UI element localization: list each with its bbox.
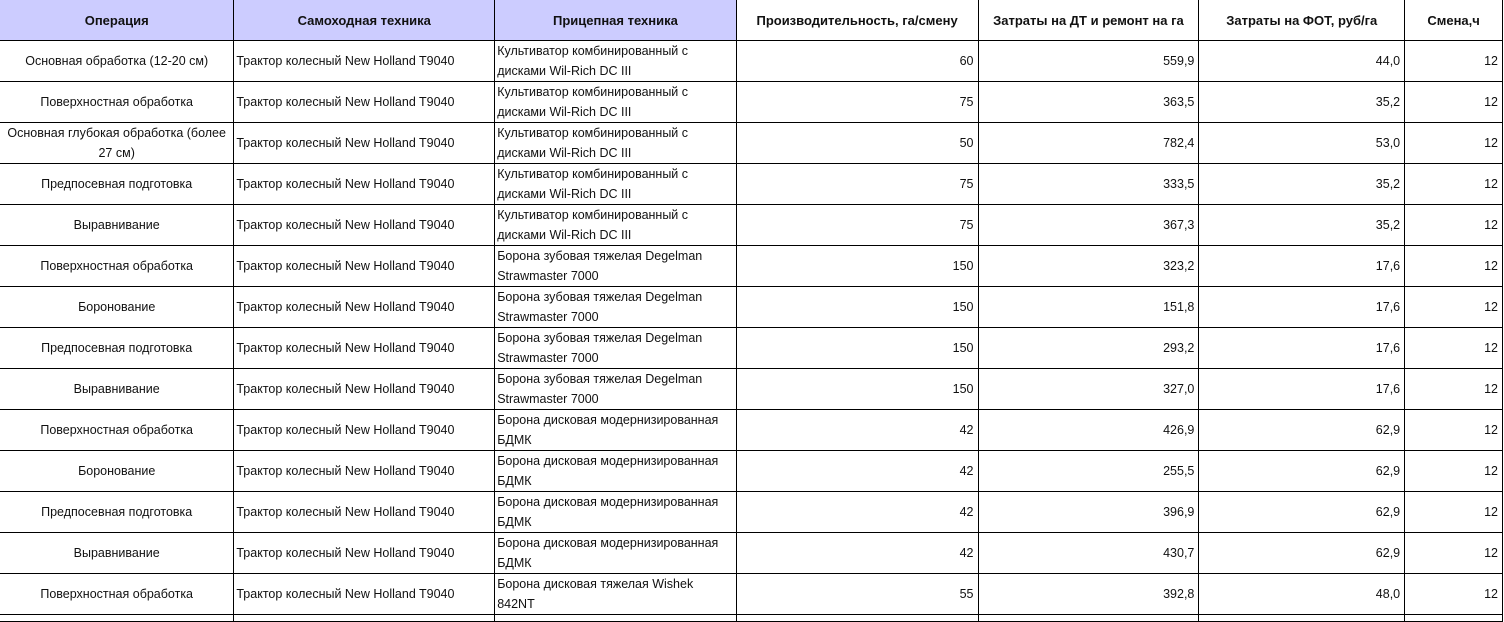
cell-empty[interactable]	[1405, 615, 1503, 622]
cell-productivity[interactable]: 150	[736, 328, 978, 369]
table-row	[0, 123, 1503, 164]
cell-trailed[interactable]: Борона зубовая тяжелая Degelman Strawmaster 7000	[495, 369, 736, 410]
cell-self-propelled[interactable]: Трактор колесный New Holland T9040	[234, 492, 495, 533]
cell-trailed[interactable]: Культиватор комбинированный с дисками Wil-Rich DC III	[495, 164, 736, 205]
cell-empty[interactable]	[234, 615, 495, 622]
cell-payroll-cost[interactable]: 48,0	[1199, 574, 1405, 615]
table-row	[0, 451, 1503, 492]
cell-payroll-cost[interactable]: 17,6	[1199, 246, 1405, 287]
cell-self-propelled[interactable]: Трактор колесный New Holland T9040	[234, 205, 495, 246]
header-productivity[interactable]: Производительность, га/смену	[736, 0, 978, 41]
cell-fuel-repair-cost[interactable]: 327,0	[978, 369, 1199, 410]
cell-shift-hours[interactable]: 12	[1405, 492, 1503, 533]
cell-payroll-cost[interactable]: 62,9	[1199, 410, 1405, 451]
cell-empty[interactable]	[495, 615, 736, 622]
cell-shift-hours[interactable]: 12	[1405, 41, 1503, 82]
header-shift-hours[interactable]: Смена,ч	[1405, 0, 1503, 41]
table-row	[0, 492, 1503, 533]
cell-empty[interactable]	[978, 615, 1199, 622]
cell-fuel-repair-cost[interactable]: 782,4	[978, 123, 1199, 164]
cell-shift-hours[interactable]: 12	[1405, 533, 1503, 574]
cell-self-propelled[interactable]: Трактор колесный New Holland T9040	[234, 369, 495, 410]
cell-shift-hours[interactable]: 12	[1405, 328, 1503, 369]
table-row	[0, 41, 1503, 82]
header-payroll-cost[interactable]: Затраты на ФОТ, руб/га	[1199, 0, 1405, 41]
cell-trailed[interactable]: Борона дисковая тяжелая Wishek 842NT	[495, 574, 736, 615]
cell-trailed[interactable]: Культиватор комбинированный с дисками Wil-Rich DC III	[495, 123, 736, 164]
cell-trailed[interactable]: Борона зубовая тяжелая Degelman Strawmaster 7000	[495, 287, 736, 328]
cell-self-propelled[interactable]: Трактор колесный New Holland T9040	[234, 287, 495, 328]
cell-shift-hours[interactable]: 12	[1405, 287, 1503, 328]
cell-trailed[interactable]: Борона дисковая модернизированная БДМК	[495, 410, 736, 451]
cell-empty[interactable]	[0, 615, 234, 622]
cell-self-propelled[interactable]: Трактор колесный New Holland T9040	[234, 246, 495, 287]
cell-trailed[interactable]: Борона дисковая модернизированная БДМК	[495, 533, 736, 574]
cell-payroll-cost[interactable]: 62,9	[1199, 492, 1405, 533]
cell-operation[interactable]: Основная обработка (12-20 см)	[0, 41, 234, 82]
cell-operation[interactable]: Выравнивание	[0, 533, 234, 574]
cell-payroll-cost[interactable]: 53,0	[1199, 123, 1405, 164]
cell-fuel-repair-cost[interactable]: 363,5	[978, 82, 1199, 123]
cell-fuel-repair-cost[interactable]: 430,7	[978, 533, 1199, 574]
cell-fuel-repair-cost[interactable]: 293,2	[978, 328, 1199, 369]
cell-payroll-cost[interactable]: 35,2	[1199, 164, 1405, 205]
table-row	[0, 410, 1503, 451]
cell-trailed[interactable]: Культиватор комбинированный с дисками Wil-Rich DC III	[495, 82, 736, 123]
cell-payroll-cost[interactable]: 62,9	[1199, 533, 1405, 574]
cell-trailed[interactable]: Культиватор комбинированный с дисками Wil-Rich DC III	[495, 41, 736, 82]
cell-trailed[interactable]: Борона дисковая модернизированная БДМК	[495, 492, 736, 533]
cell-payroll-cost[interactable]: 35,2	[1199, 82, 1405, 123]
cell-operation[interactable]: Поверхностная обработка	[0, 82, 234, 123]
cell-operation[interactable]: Предпосевная подготовка	[0, 164, 234, 205]
table-row	[0, 205, 1503, 246]
cell-productivity[interactable]: 42	[736, 451, 978, 492]
cell-fuel-repair-cost[interactable]: 255,5	[978, 451, 1199, 492]
cell-productivity[interactable]: 55	[736, 574, 978, 615]
cell-trailed[interactable]: Борона зубовая тяжелая Degelman Strawmaster 7000	[495, 246, 736, 287]
header-self-propelled[interactable]: Самоходная техника	[234, 0, 495, 41]
cell-operation[interactable]: Основная глубокая обработка (более 27 см)	[0, 123, 234, 164]
cell-trailed[interactable]: Борона дисковая модернизированная БДМК	[495, 451, 736, 492]
cell-self-propelled[interactable]: Трактор колесный New Holland T9040	[234, 123, 495, 164]
cell-self-propelled[interactable]: Трактор колесный New Holland T9040	[234, 533, 495, 574]
table-row	[0, 164, 1503, 205]
table-row	[0, 533, 1503, 574]
cell-productivity[interactable]: 75	[736, 164, 978, 205]
cell-shift-hours[interactable]: 12	[1405, 246, 1503, 287]
cell-fuel-repair-cost[interactable]: 396,9	[978, 492, 1199, 533]
table-row	[0, 82, 1503, 123]
cell-operation[interactable]: Предпосевная подготовка	[0, 492, 234, 533]
cell-self-propelled[interactable]: Трактор колесный New Holland T9040	[234, 574, 495, 615]
cell-shift-hours[interactable]: 12	[1405, 574, 1503, 615]
cell-productivity[interactable]: 75	[736, 205, 978, 246]
table-row	[0, 246, 1503, 287]
cell-self-propelled[interactable]: Трактор колесный New Holland T9040	[234, 164, 495, 205]
cell-shift-hours[interactable]: 12	[1405, 164, 1503, 205]
cell-productivity[interactable]: 50	[736, 123, 978, 164]
cell-operation[interactable]: Боронование	[0, 287, 234, 328]
cell-productivity[interactable]: 150	[736, 369, 978, 410]
cell-fuel-repair-cost[interactable]: 323,2	[978, 246, 1199, 287]
cell-shift-hours[interactable]: 12	[1405, 205, 1503, 246]
cell-productivity[interactable]: 42	[736, 492, 978, 533]
cell-payroll-cost[interactable]: 17,6	[1199, 287, 1405, 328]
cell-self-propelled[interactable]: Трактор колесный New Holland T9040	[234, 41, 495, 82]
cell-shift-hours[interactable]: 12	[1405, 369, 1503, 410]
cell-self-propelled[interactable]: Трактор колесный New Holland T9040	[234, 82, 495, 123]
cell-operation[interactable]: Выравнивание	[0, 205, 234, 246]
table-row	[0, 369, 1503, 410]
table-row	[0, 328, 1503, 369]
cell-productivity[interactable]: 42	[736, 410, 978, 451]
table-row	[0, 287, 1503, 328]
cell-operation[interactable]: Поверхностная обработка	[0, 246, 234, 287]
cell-operation[interactable]: Поверхностная обработка	[0, 574, 234, 615]
cell-productivity[interactable]: 150	[736, 246, 978, 287]
cell-productivity[interactable]: 75	[736, 82, 978, 123]
header-trailed[interactable]: Прицепная техника	[495, 0, 736, 41]
cell-payroll-cost[interactable]: 17,6	[1199, 328, 1405, 369]
cell-operation[interactable]: Предпосевная подготовка	[0, 328, 234, 369]
table-row-partial	[0, 615, 1503, 622]
cell-self-propelled[interactable]: Трактор колесный New Holland T9040	[234, 328, 495, 369]
cell-payroll-cost[interactable]: 62,9	[1199, 451, 1405, 492]
cell-empty[interactable]	[736, 615, 978, 622]
cell-trailed[interactable]: Культиватор комбинированный с дисками Wil-Rich DC III	[495, 205, 736, 246]
table-body	[0, 41, 1503, 622]
cell-fuel-repair-cost[interactable]: 367,3	[978, 205, 1199, 246]
cell-fuel-repair-cost[interactable]: 426,9	[978, 410, 1199, 451]
cell-shift-hours[interactable]: 12	[1405, 82, 1503, 123]
cell-productivity[interactable]: 60	[736, 41, 978, 82]
table-row	[0, 574, 1503, 615]
cell-operation[interactable]: Выравнивание	[0, 369, 234, 410]
cell-operation[interactable]: Поверхностная обработка	[0, 410, 234, 451]
header-operation[interactable]: Операция	[0, 0, 234, 41]
cell-shift-hours[interactable]: 12	[1405, 123, 1503, 164]
cell-operation[interactable]: Боронование	[0, 451, 234, 492]
cell-productivity[interactable]: 42	[736, 533, 978, 574]
cell-payroll-cost[interactable]: 44,0	[1199, 41, 1405, 82]
header-fuel-repair-cost[interactable]: Затраты на ДТ и ремонт на га	[978, 0, 1199, 41]
cell-fuel-repair-cost[interactable]: 151,8	[978, 287, 1199, 328]
cell-trailed[interactable]: Борона зубовая тяжелая Degelman Strawmaster 7000	[495, 328, 736, 369]
cell-fuel-repair-cost[interactable]: 392,8	[978, 574, 1199, 615]
header-row	[0, 0, 1503, 41]
cell-payroll-cost[interactable]: 17,6	[1199, 369, 1405, 410]
cell-shift-hours[interactable]: 12	[1405, 410, 1503, 451]
cell-shift-hours[interactable]: 12	[1405, 451, 1503, 492]
cell-self-propelled[interactable]: Трактор колесный New Holland T9040	[234, 451, 495, 492]
cell-payroll-cost[interactable]: 35,2	[1199, 205, 1405, 246]
cell-fuel-repair-cost[interactable]: 333,5	[978, 164, 1199, 205]
cell-empty[interactable]	[1199, 615, 1405, 622]
cell-fuel-repair-cost[interactable]: 559,9	[978, 41, 1199, 82]
cell-productivity[interactable]: 150	[736, 287, 978, 328]
cell-self-propelled[interactable]: Трактор колесный New Holland T9040	[234, 410, 495, 451]
